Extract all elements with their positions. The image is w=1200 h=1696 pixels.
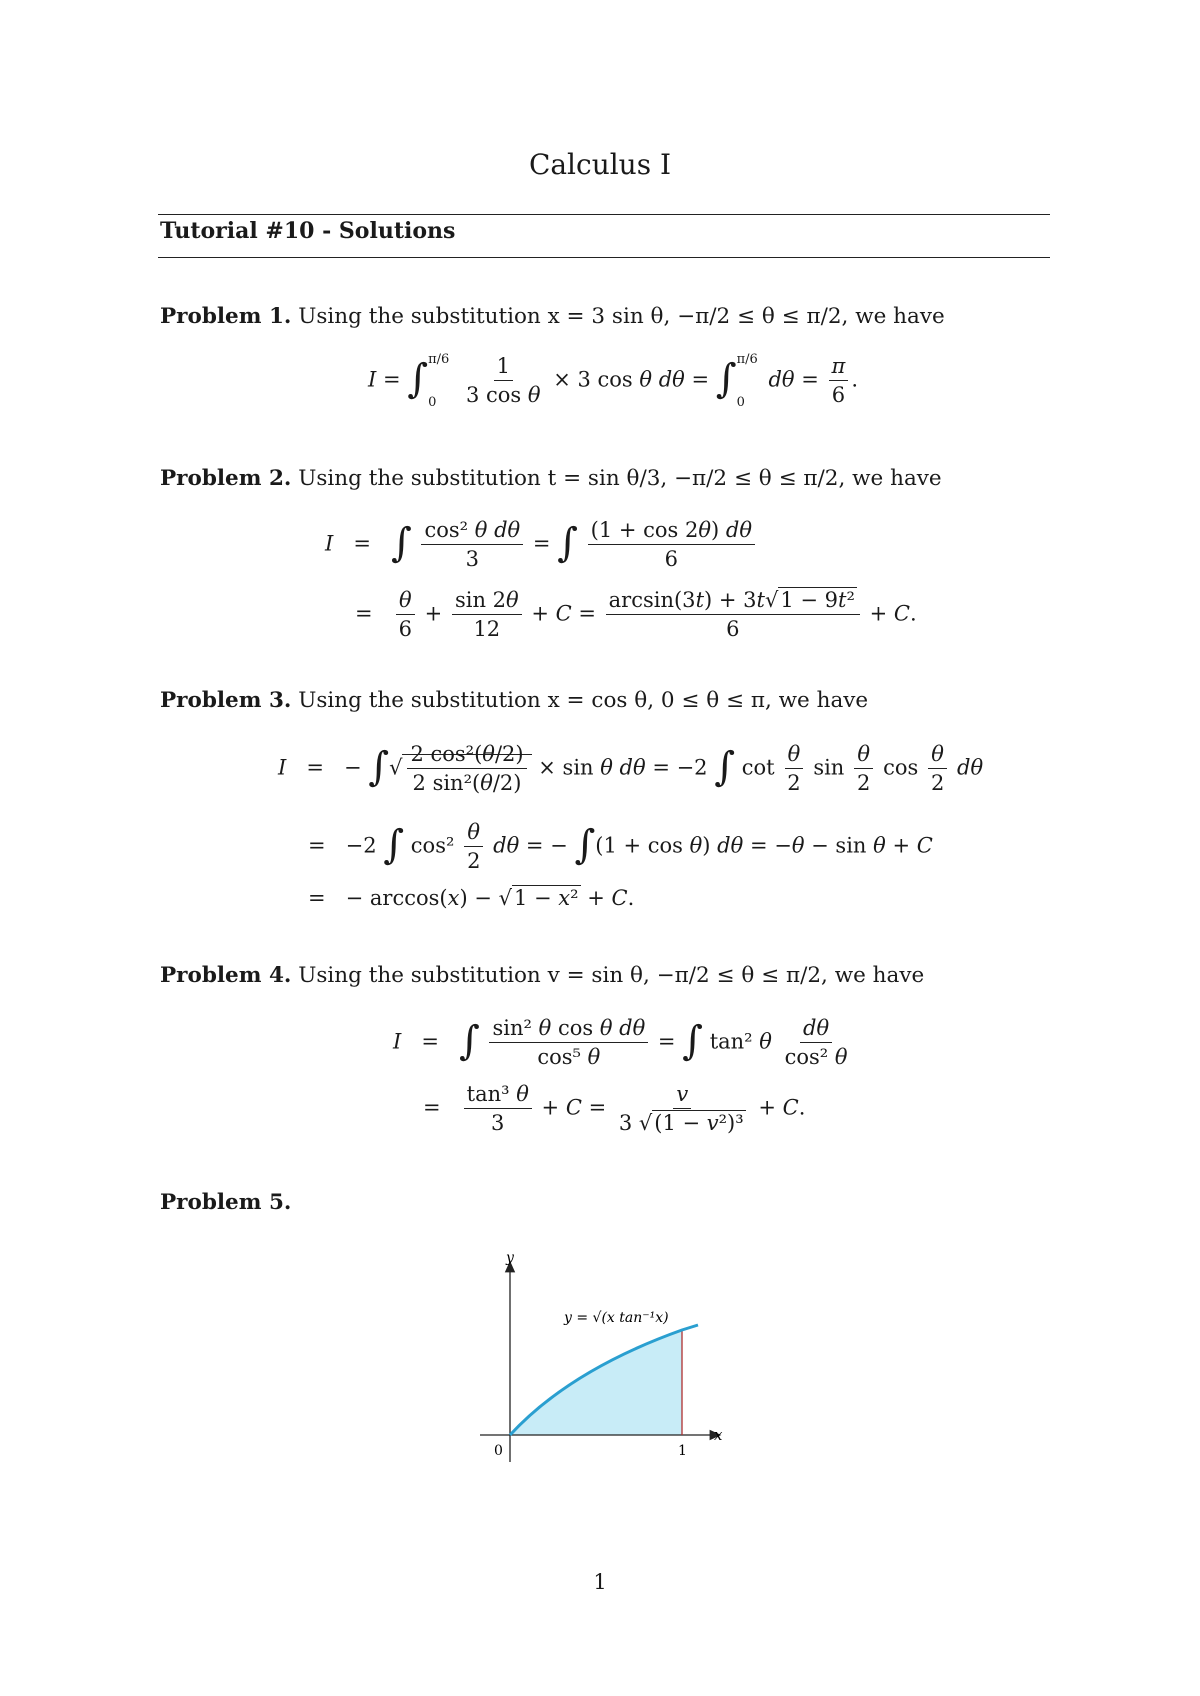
shaded-region <box>510 1330 682 1435</box>
problem-2-label: Problem 2. <box>160 466 292 491</box>
y-axis-label: y <box>506 1250 514 1266</box>
problem-5-label: Problem 5. <box>160 1190 292 1215</box>
problem-1-intro: Using the substitution x = 3 sin θ, −π/2 ≤ θ ≤ π/2, we have <box>298 304 945 329</box>
problem-3-equation-line-1: I = − ∫√ $\frac{\text{2 cos²(θ/2)}}{\text{2 sin²(θ/2)}}$ × sin θ dθ = −2 ∫ cot $\frac{\theta}{2}$ sin $\frac{\theta}{2}$ cos $\frac{\theta}{2}$ dθ <box>278 742 984 796</box>
area-figure <box>470 1250 740 1470</box>
page-number: 1 <box>593 1570 607 1594</box>
problem-2-statement <box>160 466 942 491</box>
problem-1-equation: I = ∫ π/6 0 $\frac{1}{\text{3 cos θ}}$ × 3 cos θ dθ = ∫ π/6 0 dθ = $\frac{\pi}{6}$ . <box>368 351 859 410</box>
problem-4-intro: Using the substitution v = sin θ, −π/2 ≤ θ ≤ π/2, we have <box>298 963 925 988</box>
problem-2-equation-line-2: = $\frac{\theta}{6}$ + $\frac{\sin 2\theta}{12}$ + C = $\frac{\text{arcsin(3t) + 3t√1 − 9t²}}{6}$ + C. <box>355 588 917 642</box>
tutorial-title: Tutorial #10 - Solutions <box>160 218 456 244</box>
problem-3-statement <box>160 688 868 713</box>
problem-3-intro: Using the substitution x = cos θ, 0 ≤ θ ≤ π, we have <box>298 688 869 713</box>
header-rule-top <box>158 214 1050 215</box>
problem-4-equation-line-2: = $\frac{\text{tan³ θ}}{3}$ + C = $\frac{v}{\text{3 √(1 − v²)³}}$ + C. <box>423 1082 806 1136</box>
problem-2-intro: Using the substitution t = sin θ/3, −π/2 ≤ θ ≤ π/2, we have <box>298 466 942 491</box>
problem-5-statement <box>160 1190 291 1215</box>
problem-4-statement <box>160 963 924 988</box>
origin-label: 0 <box>494 1443 503 1459</box>
problem-4-equation-line-1: I = ∫ $\frac{\text{sin² θ cos θ dθ}}{\text{cos⁵ θ}}$ = ∫ tan² θ $\frac{d\theta}{\text{cos² θ}}$ <box>393 1016 848 1070</box>
problem-3-equation-line-3: = − arccos(x) − √1 − x² + C. <box>308 886 635 910</box>
problem-2-equation-line-1: I = ∫ $\frac{\text{cos² θ dθ}}{3}$ = ∫ $\frac{(1 + \cos 2\theta) d\theta}{6}$ <box>325 516 758 574</box>
header-rule-bottom <box>158 257 1050 258</box>
problem-3-label: Problem 3. <box>160 688 292 713</box>
problem-1-statement <box>160 304 945 329</box>
problem-1-label: Problem 1. <box>160 304 292 329</box>
course-title: Calculus I <box>528 148 672 181</box>
problem-4-label: Problem 4. <box>160 963 292 988</box>
x-tick-label: 1 <box>678 1443 687 1459</box>
curve-label: y = √(x tan⁻¹x) <box>564 1310 669 1326</box>
x-axis-label: x <box>714 1426 723 1444</box>
problem-3-equation-line-2: = −2 ∫ cos² $\frac{\theta}{2}$ dθ = − ∫(1 + cos θ) dθ = −θ − sin θ + C <box>308 820 933 874</box>
